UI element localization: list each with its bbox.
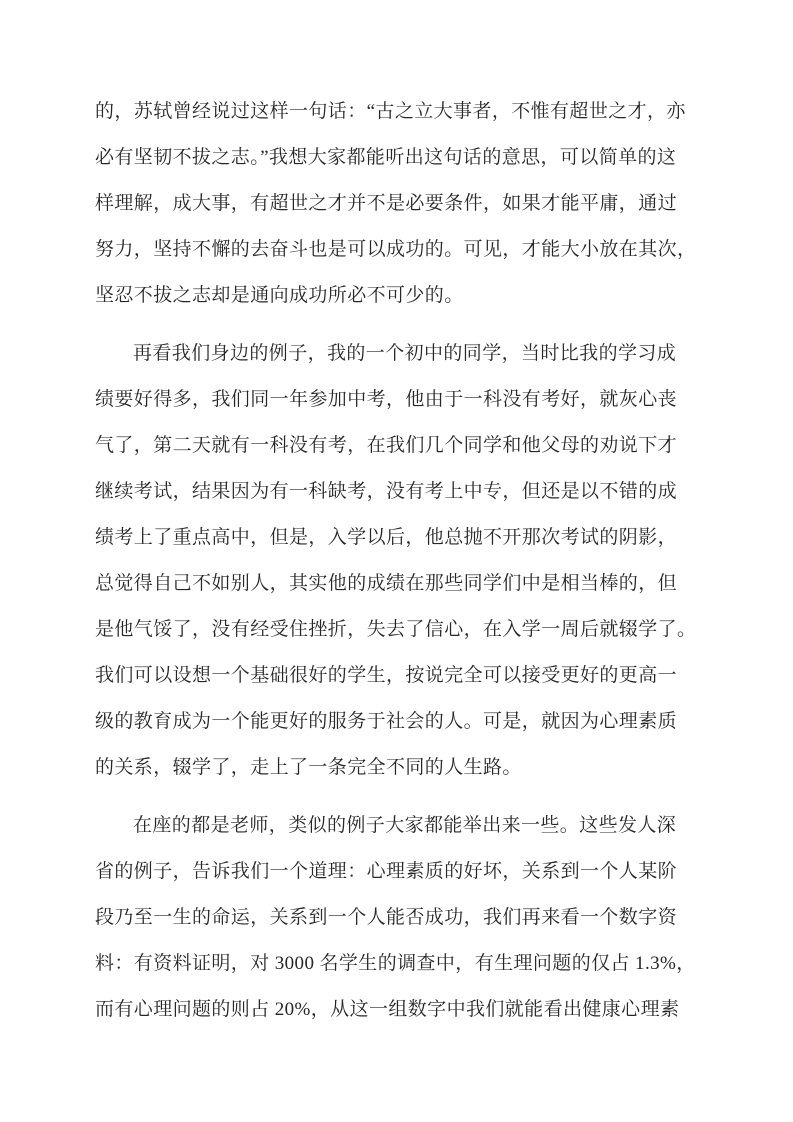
text-line: 绩要好得多，我们同一年参加中考，他由于一科没有考好，就灰心丧 <box>95 389 678 410</box>
text-line: 必有坚韧不拔之志。”我想大家都能听出这句话的意思，可以简单的这 <box>95 147 677 168</box>
text-line: 样理解，成大事，有超世之才并不是必要条件，如果才能平庸，通过 <box>95 193 678 214</box>
text-line: 总觉得自己不如别人，其实他的成绩在那些同学们中是相当棒的，但 <box>95 573 678 594</box>
text-line: 是他气馁了，没有经受住挫折，失去了信心，在入学一周后就辍学了。 <box>95 619 697 640</box>
text-line: 的，苏轼曾经说过这样一句话：“古之立大事者，不惟有超世之才，亦 <box>95 101 686 122</box>
text-line: 级的教育成为一个能更好的服务于社会的人。可是，就因为心理素质 <box>95 711 678 732</box>
text-line: 绩考上了重点高中，但是，入学以后，他总抛不开那次考试的阴影， <box>95 527 678 548</box>
text-line: 料：有资料证明，对 3000 名学生的调查中，有生理问题的仅占 1.3%， <box>95 953 696 974</box>
text-line: 而有心理问题的则占 20%，从这一组数字中我们就能看出健康心理素 <box>95 999 680 1020</box>
text-line: 在座的都是老师，类似的例子大家都能举出来一些。这些发人深 <box>133 815 677 836</box>
text-line: 段乃至一生的命运，关系到一个人能否成功，我们再来看一个数字资 <box>95 907 678 928</box>
text-line: 我们可以设想一个基础很好的学生，按说完全可以接受更好的更高一 <box>95 665 678 686</box>
text-line: 坚忍不拔之志却是通向成功所必不可少的。 <box>95 285 464 306</box>
text-line: 继续考试，结果因为有一科缺考，没有考上中专，但还是以不错的成 <box>95 481 678 502</box>
paragraph-1 <box>95 89 697 319</box>
text-line: 省的例子，告诉我们一个道理：心理素质的好坏，关系到一个人某阶 <box>95 861 678 882</box>
text-line: 努力，坚持不懈的去奋斗也是可以成功的。可见，才能大小放在其次， <box>95 239 697 260</box>
text-line: 气了，第二天就有一科没有考，在我们几个同学和他父母的劝说下才 <box>95 435 678 456</box>
paragraph-3 <box>95 803 697 1033</box>
paragraph-2 <box>95 331 697 791</box>
text-line: 再看我们身边的例子，我的一个初中的同学，当时比我的学习成 <box>133 343 677 364</box>
text-line: 的关系，辍学了，走上了一条完全不同的人生路。 <box>95 757 522 778</box>
